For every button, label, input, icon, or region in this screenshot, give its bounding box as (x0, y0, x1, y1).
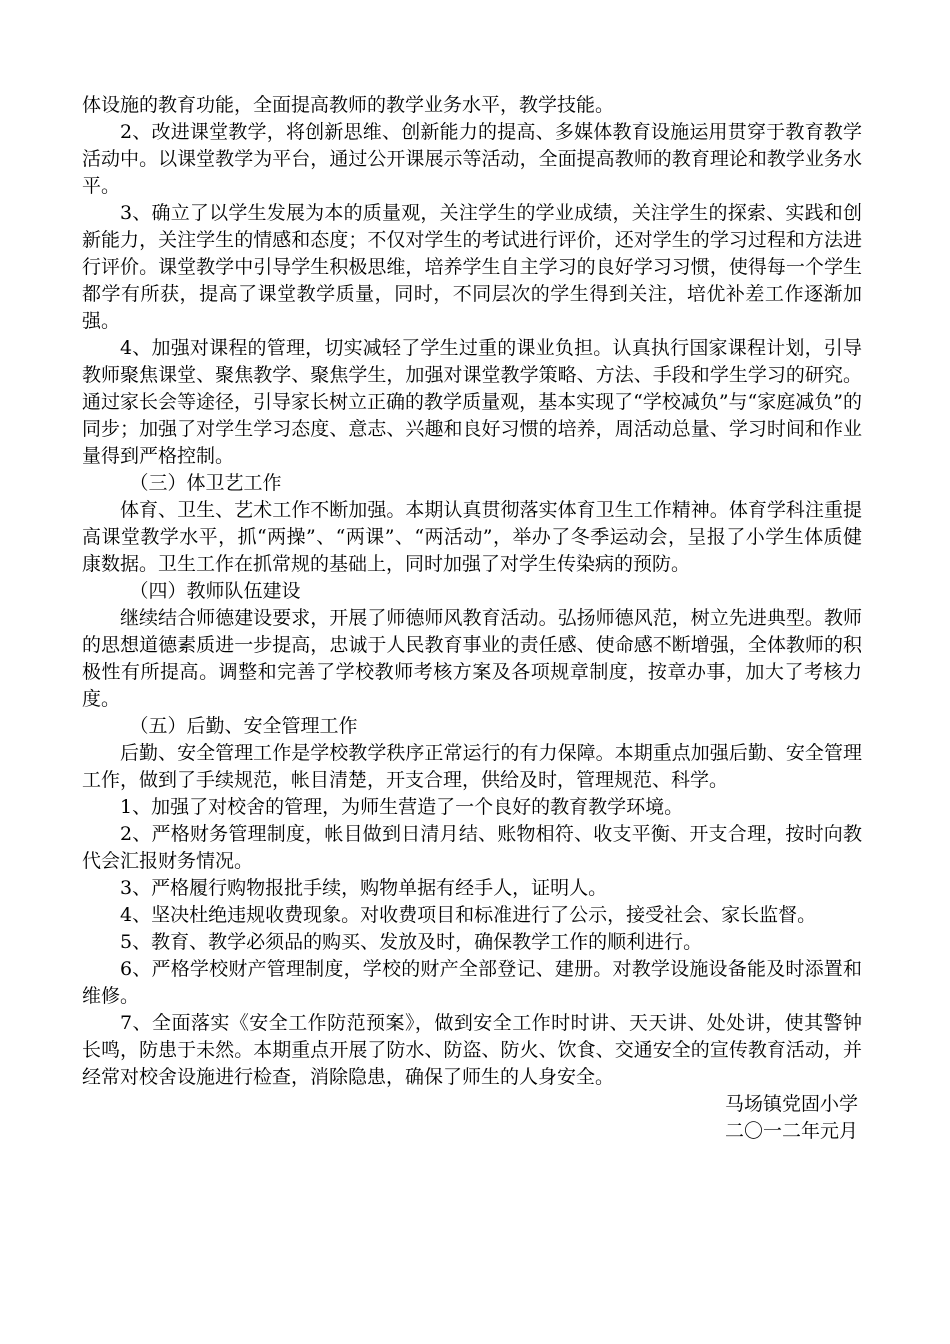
paragraph-teaching-reform: 2、改进课堂教学，将创新思维、创新能力的提高、多媒体教育设施运用贯穿于教育教学活动中。以课堂教学为平台，通过公开课展示等活动，全面提高教师的教育理论和教学业务水平。 (82, 121, 862, 197)
paragraph-logistics-item-3: 3、严格履行购物报批手续，购物单据有经手人，证明人。 (120, 877, 608, 899)
paragraph-logistics-intro: 后勤、安全管理工作是学校教学秩序正常运行的有力保障。本期重点加强后勤、安全管理工作，做到了手续规范，帐目清楚，开支合理，供给及时，管理规范、科学。 (82, 742, 862, 791)
paragraph-logistics-item-6: 6、严格学校财产管理制度，学校的财产全部登记、建册。对教学设施设备能及时添置和维修。 (82, 958, 862, 1007)
signature-school: 马场镇党固小学 (724, 1093, 858, 1115)
paragraph-curriculum-management: 4、加强对课程的管理，切实减轻了学生过重的课业负担。认真执行国家课程计划，引导教师聚焦课堂、聚焦教学、聚焦学生，加强对课堂教学策略、方法、手段和学生学习的研究。通过家长会等途径，引导家长树立正确的教学质量观，基本实现了“学校减负”与“家庭减负”的同步；加强了对学生学习态度、意志、兴趣和良好习惯的培养，周活动总量、学习时间和作业量得到严格控制。 (82, 337, 862, 467)
document-page (82, 92, 862, 1145)
paragraph-logistics-item-1: 1、加强了对校舍的管理，为师生营造了一个良好的教育教学环境。 (120, 796, 684, 818)
paragraph-sports-health-art: 体育、卫生、艺术工作不断加强。本期认真贯彻落实体育卫生工作精神。体育学科注重提高课堂教学水平，抓“两操”、“两课”、“两活动”，举办了冬季运动会，呈报了小学生体质健康数据。卫生工作在抓常规的基础上，同时加强了对学生传染病的预防。 (82, 499, 862, 575)
paragraph-teacher-team: 继续结合师德建设要求，开展了师德师风教育活动。弘扬师德风范，树立先进典型。教师的思想道德素质进一步提高，忠诚于人民教育事业的责任感、使命感不断增强，全体教师的积极性有所提高。调整和完善了学校教师考核方案及各项规章制度，按章办事，加大了考核力度。 (82, 607, 862, 710)
section-heading-teacher-team: （四）教师队伍建设 (129, 580, 301, 602)
paragraph-logistics-item-5: 5、教育、教学必须品的购买、发放及时，确保教学工作的顺利进行。 (120, 931, 703, 953)
section-heading-sports-health-art: （三）体卫艺工作 (129, 472, 282, 494)
signature-date: 二〇一二年元月 (724, 1120, 858, 1142)
paragraph-continuation: 体设施的教育功能，全面提高教师的教学业务水平，教学技能。 (82, 94, 615, 116)
paragraph-quality-view: 3、确立了以学生发展为本的质量观，关注学生的学业成绩，关注学生的探索、实践和创新能力，关注学生的情感和态度；不仅对学生的考试进行评价，还对学生的学习过程和方法进行评价。课堂教学中引导学生积极思维，培养学生自主学习的良好学习习惯，使得每一个学生都学有所获，提高了课堂教学质量，同时，不同层次的学生得到关注，培优补差工作逐渐加强。 (82, 202, 862, 332)
paragraph-logistics-item-2: 2、严格财务管理制度，帐目做到日清月结、账物相符、收支平衡、开支合理，按时向教代会汇报财务情况。 (82, 823, 862, 872)
section-heading-logistics-safety: （五）后勤、安全管理工作 (129, 715, 358, 737)
paragraph-logistics-item-7: 7、全面落实《安全工作防范预案》，做到安全工作时时讲、天天讲、处处讲，使其警钟长鸣，防患于未然。本期重点开展了防水、防盗、防火、饮食、交通安全的宣传教育活动，并经常对校舍设施进行检查，消除隐患，确保了师生的人身安全。 (82, 1012, 862, 1088)
paragraph-logistics-item-4: 4、坚决杜绝违规收费现象。对收费项目和标准进行了公示，接受社会、家长监督。 (120, 904, 817, 926)
